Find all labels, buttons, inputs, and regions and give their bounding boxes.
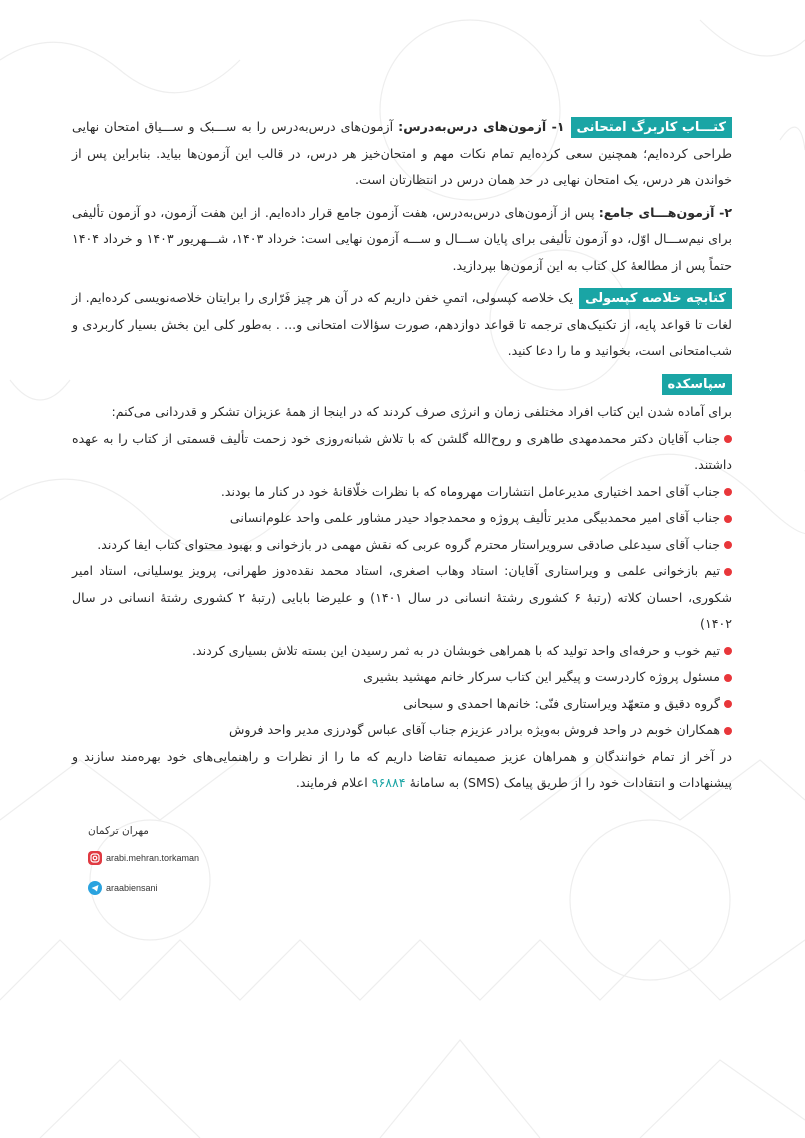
author-signature bbox=[88, 825, 199, 911]
telegram-handle[interactable]: araabiensani bbox=[106, 883, 158, 893]
list-item bbox=[72, 479, 732, 506]
instagram-handle-row[interactable] bbox=[88, 851, 199, 865]
paragraph-workbook-1 bbox=[72, 114, 732, 194]
instagram-handle[interactable]: arabi.mehran.torkaman bbox=[106, 853, 200, 863]
list-item bbox=[72, 558, 732, 638]
list-item-text: تیم خوب و حرفه‌ای واحد تولید که با همراهی خوبشان در به ثمر رسیدن این بسته تلاش بسیاری کردند. bbox=[191, 642, 720, 658]
paragraph-text: پس از آزمون‌های درس‌به‌درس، هفت آزمون جامع قرار داده‌ایم. از این هفت آزمون، دو آزمون تألیفی برای نیم‌ســـال اوّل، دو آزمون تألیفی برای پایان ســـال و ســـه آزمون نهایی است: خرداد ۱۴۰۳، شـــهریور ۱۴۰۳ و خرداد ۱۴۰۴ حتماً پس از مطالعهٔ کل کتاب به این آزمون‌ها بپردازید. bbox=[72, 204, 732, 273]
list-item bbox=[72, 532, 732, 559]
list-item bbox=[72, 426, 732, 479]
list-item bbox=[72, 664, 732, 691]
thanks-list bbox=[72, 426, 732, 744]
list-item bbox=[72, 717, 732, 744]
list-item-text: همکاران خوبم در واحد فروش به‌ویژه برادر عزیزم جناب آقای عباس گودرزی مدیر واحد فروش bbox=[229, 722, 720, 737]
thanks-heading-row bbox=[72, 371, 732, 398]
bullet-icon bbox=[724, 727, 732, 735]
bullet-icon bbox=[724, 647, 732, 655]
list-item-text: مسئول پروژه کاردرست و پیگیر این کتاب سرکار خانم مهشید بشیری bbox=[363, 669, 720, 684]
paragraph-workbook-2 bbox=[72, 200, 732, 280]
sms-number: ۹۶۸۸۴ bbox=[371, 775, 406, 790]
section-tag-workbook: کتـــاب کاربرگ امتحانی bbox=[571, 117, 733, 138]
bullet-icon bbox=[724, 568, 732, 576]
list-item-text: جناب آقای امیر محمدبیگی مدیر تألیف پروژه و محمدجواد حیدر مشاور علمی واحد علوم‌انسانی bbox=[229, 510, 720, 525]
bullet-icon bbox=[724, 435, 732, 443]
paragraph-summary-booklet bbox=[72, 285, 732, 365]
author-name: مهران ترکمان bbox=[88, 825, 149, 837]
list-item bbox=[72, 691, 732, 718]
list-item-text: جناب آقای سیدعلی صادقی سرویراستار محترم گروه عربی که نقش مهمی در بازخوانی و بهبود محتوای کتاب ایفا کردند. bbox=[97, 536, 720, 552]
paragraph-text: آزمون‌های درس‌به‌درس را به ســـبک و ســـیاق امتحان نهایی طراحی کرده‌ایم؛ همچنین سعی کرده‌ایم تمام نکات مهم و امتحان‌خیز هر درس، در قالب این آزمون‌ها بیاید. بنابراین پس از خواندن هر درس، یک امتحان نهایی در حد همان درس در انتظارتان است. bbox=[72, 119, 732, 187]
closing-paragraph bbox=[72, 744, 732, 797]
closing-text: در آخر از تمام خوانندگان و همراهان عزیز صمیمانه تقاضا داریم که ما را از نظرات و راهنمایی‌های خود بهره‌مند سازند و پیشنهادات و انتقادات خود را از طریق پیامک (SMS) به سامانهٔ bbox=[72, 748, 732, 790]
list-item bbox=[72, 505, 732, 532]
section-tag-summary: کتابچه خلاصه کپسولی bbox=[579, 288, 732, 309]
list-item-text: جناب آقایان دکتر محمدمهدی طاهری و روح‌الله گلشن که با تلاش شبانه‌روزی خود زحمت تألیف قسمتی از کتاب را به عهده داشتند. bbox=[72, 430, 732, 472]
bullet-icon bbox=[724, 488, 732, 496]
closing-text-end: اعلام فرمایند. bbox=[295, 775, 368, 790]
bullet-icon bbox=[724, 515, 732, 523]
list-item-text: تیم بازخوانی علمی و ویراستاری آقایان: استاد وهاب اصغری، استاد محمد نقده‌دوز طهرانی، پرویز یوسلیانی، استاد امیر شکوری، احسان کلاته (رتبهٔ ۶ کشوری رشتهٔ انسانی در سال ۱۴۰۱) و علیرضا بابایی (رتبهٔ ۲ کشوری رشتهٔ انسانی در سال ۱۴۰۲) bbox=[72, 563, 733, 631]
bullet-icon bbox=[724, 674, 732, 682]
subheading-comprehensive-tests: ۲- آزمون‌هـــای جامع: bbox=[598, 204, 732, 220]
document-body bbox=[72, 114, 732, 803]
list-item bbox=[72, 638, 732, 665]
subheading-lesson-tests: ۱- آزمون‌های درس‌به‌درس: bbox=[398, 119, 565, 134]
section-heading-thanks: سپاسکده bbox=[662, 374, 733, 395]
telegram-icon bbox=[88, 881, 102, 895]
instagram-icon bbox=[88, 851, 102, 865]
paragraph-text: یک خلاصه کپسولی، اتمیِ خفن داریم که در آن هر چیز فَرّاری را برایتان خلاصه‌نویسی کرده‌ایم. از لغات تا قواعد پایه، از تکنیک‌های ترجمه تا قواعد دوازدهم، صورت سؤالات امتحانی و... . به‌طور کلی این بخش بسیار کاربردی و شب‌امتحانی است، بخوانید و ما را دعا کنید. bbox=[72, 290, 732, 358]
list-item-text: جناب آقای احمد اختیاری مدیرعامل انتشارات مهروماه که با نظرات خلّاقانهٔ خود در کنار ما بودند. bbox=[220, 483, 720, 499]
thanks-intro: برای آماده شدن این کتاب افراد مختلفی زمان و انرژی صرف کردند که در اینجا از همهٔ عزیزان تشکر و قدردانی می‌کنم: bbox=[111, 404, 732, 419]
bullet-icon bbox=[724, 700, 732, 708]
list-item-text: گروه دقیق و متعهّد ویراستاری فنّی: خانم‌ها احمدی و سبحانی bbox=[403, 695, 720, 711]
bullet-icon bbox=[724, 541, 732, 549]
telegram-handle-row[interactable] bbox=[88, 881, 199, 895]
